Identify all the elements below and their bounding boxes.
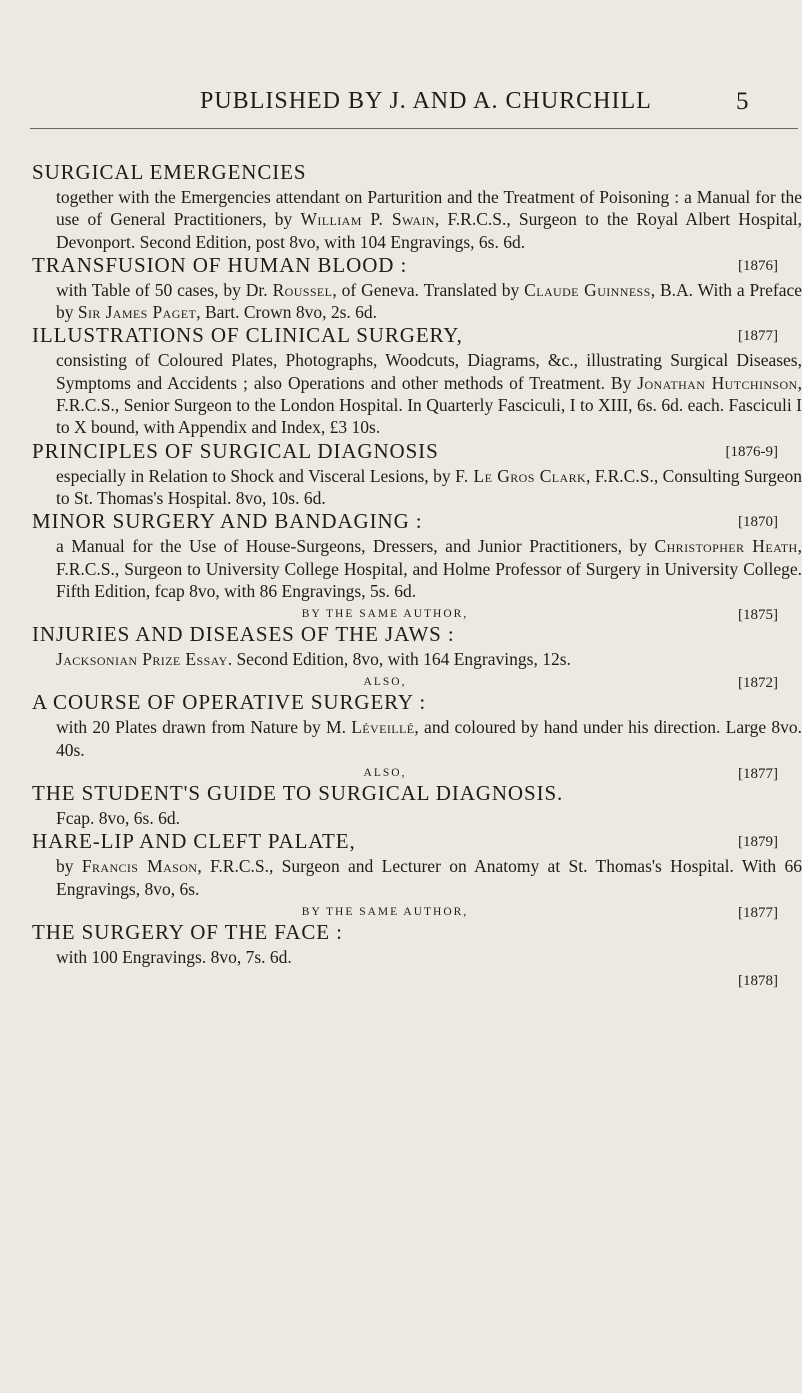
running-head — [0, 88, 801, 118]
entry-title: ILLUSTRATIONS OF CLINICAL SURGERY, — [32, 323, 463, 348]
author-name: William P. Swain — [300, 209, 435, 230]
catalogue-entries — [32, 160, 802, 993]
entry-title: HARE-LIP AND CLEFT PALATE, — [32, 829, 356, 854]
publication-year: [1876-9] — [725, 443, 778, 460]
entry-title: PRINCIPLES OF SURGICAL DIAGNOSIS — [32, 438, 439, 463]
description-text: , F.R.C.S., Surgeon to University College Hospital, and Holme Professor of Surgery in University College. Fifth Edition, fcap 8vo, with 86 Engravings, 5s. 6d. — [56, 536, 802, 601]
description-text: with 100 Engravings. 8vo, 7s. 6d. — [56, 946, 292, 967]
page-number: 5 — [736, 88, 749, 115]
publisher-heading: PUBLISHED BY J. AND A. CHURCHILL — [200, 88, 652, 114]
publication-year: [1877] — [738, 904, 778, 921]
author-name: Claude Guinness — [524, 279, 651, 300]
publication-year: [1876] — [738, 257, 778, 274]
entry-title: INJURIES AND DISEASES OF THE JAWS : — [32, 622, 455, 647]
description-text: . Second Edition, 8vo, with 164 Engravings, 12s. — [227, 649, 571, 670]
description-text: especially in Relation to Shock and Visceral Lesions, by — [56, 465, 456, 486]
connector-note: BY THE SAME AUTHOR, — [301, 905, 469, 918]
description-text: , F.R.C.S., Surgeon and Lecturer on Anatomy at St. Thomas's Hospital. With 66 Engravings, 8vo, 6s. — [56, 856, 802, 899]
publication-year: [1879] — [738, 834, 778, 851]
entry-title: MINOR SURGERY AND BANDAGING : — [32, 509, 423, 534]
connector-note: ALSO, — [363, 676, 407, 689]
description-text: , Bart. Crown 8vo, 2s. 6d. — [196, 302, 378, 323]
author-name: Roussel — [272, 279, 333, 300]
author-name: Léveillé — [351, 717, 415, 738]
description-text: , F.R.C.S., Senior Surgeon to the London Hospital. In Quarterly Fasciculi, I to XIII, 6s. 6d. each. Fasciculi I to X bound, with Appendix and Index, £3 10s. — [56, 372, 802, 438]
description-text: by — [56, 856, 82, 877]
entry-description — [32, 946, 802, 990]
description-text: a Manual for the Use of House-Surgeons, Dressers, and Junior Practitioners, by — [56, 536, 655, 557]
description-text: , F.R.C.S., Consulting Surgeon to St. Thomas's Hospital. 8vo, 10s. 6d. — [56, 465, 802, 508]
author-name: Jonathan Hutchinson — [637, 372, 798, 393]
description-text: , of Geneva. Translated by — [332, 279, 525, 300]
publication-year: [1877] — [738, 766, 778, 783]
description-text: , F.R.C.S., Surgeon to the Royal Albert Hospital, Devonport. Second Edition, post 8vo, with 104 Engravings, 6s. 6d. — [56, 209, 802, 252]
description-text: consisting of Coloured Plates, Photographs, Woodcuts, Diagrams, &c., illustrating Surgical Diseases, Symptoms and Accidents ; also Operations and other methods of Treatment. By — [56, 350, 802, 393]
publication-year: [1870] — [738, 514, 778, 531]
header-rule — [30, 128, 798, 129]
connector-note: BY THE SAME AUTHOR, — [301, 608, 469, 621]
entry-title: TRANSFUSION OF HUMAN BLOOD : — [32, 252, 408, 277]
author-name: F. Le Gros Clark — [455, 465, 587, 486]
entry-title: SURGICAL EMERGENCIES — [32, 160, 307, 184]
entry-title: A COURSE OF OPERATIVE SURGERY : — [32, 690, 427, 715]
author-name: Sir James Paget — [77, 302, 197, 323]
connector-note: ALSO, — [363, 767, 407, 780]
publication-year: [1872] — [738, 675, 778, 692]
catalogue-entry — [32, 919, 802, 990]
description-text: with Table of 50 cases, by Dr. — [56, 279, 273, 300]
publication-year: [1878] — [738, 973, 778, 990]
publication-year: [1877] — [738, 328, 778, 345]
description-text: , B.A. With a Preface by — [56, 279, 802, 323]
author-name: Francis Mason — [81, 856, 198, 877]
entry-title: THE STUDENT'S GUIDE TO SURGICAL DIAGNOSIS. — [32, 781, 564, 806]
author-name: Jacksonian Prize Essay — [56, 649, 228, 670]
description-text: with 20 Plates drawn from Nature by M. — [56, 717, 352, 738]
description-text: , and coloured by hand under his direction. Large 8vo. 40s. — [56, 717, 802, 760]
description-text: together with the Emergencies attendant on Parturition and the Treatment of Poisoning : a Manual for the use of General Practitioners, by — [56, 187, 802, 230]
description-text: Fcap. 8vo, 6s. 6d. — [56, 808, 180, 829]
author-name: Christopher Heath — [654, 536, 798, 557]
publication-year: [1875] — [738, 607, 778, 624]
entry-title: THE SURGERY OF THE FACE : — [32, 919, 343, 944]
